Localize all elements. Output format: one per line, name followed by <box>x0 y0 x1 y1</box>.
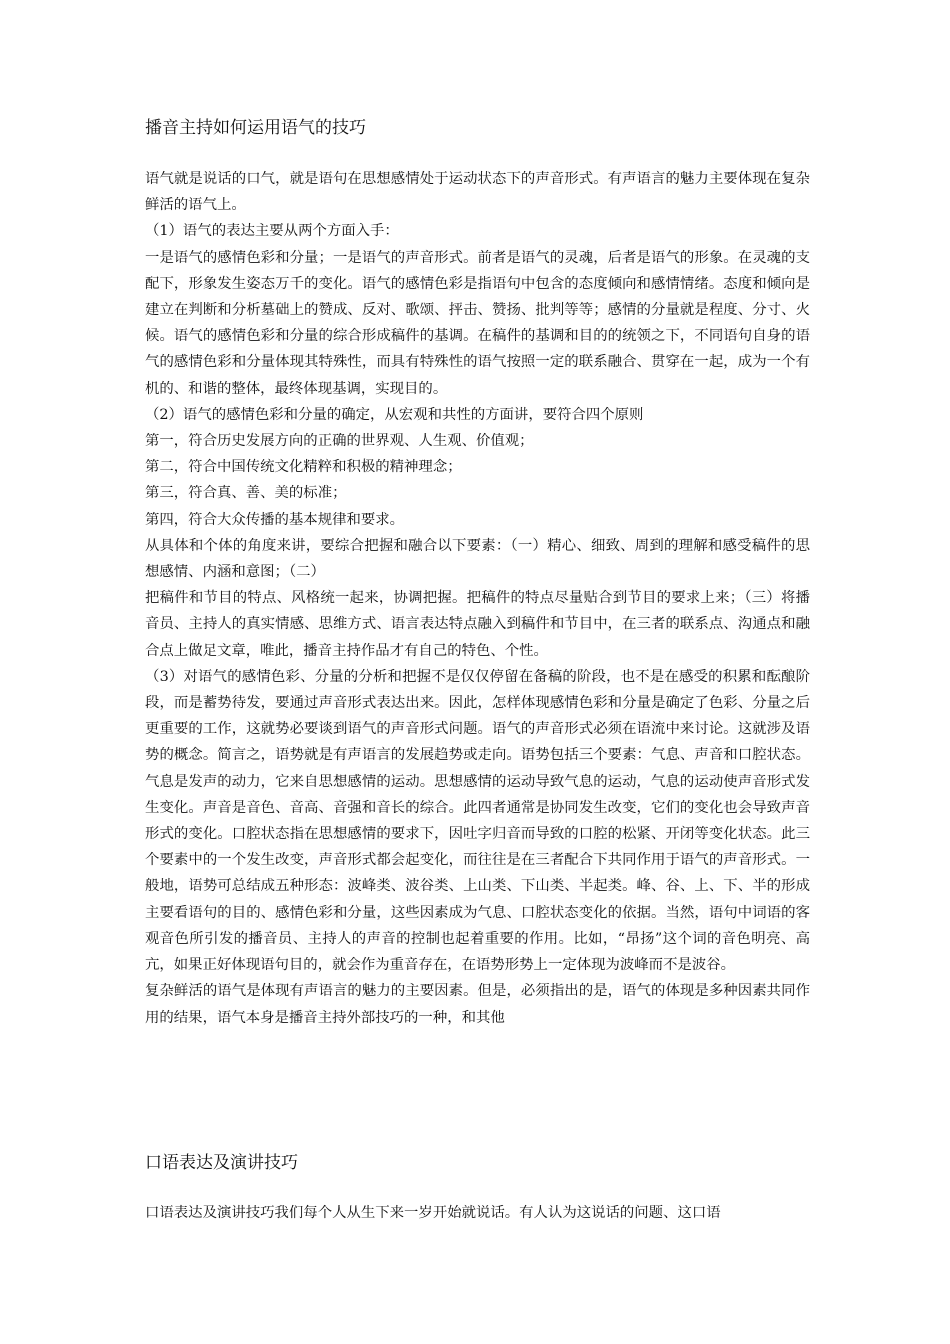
paragraph-principle-2: 第二，符合中国传统文化精粹和积极的精神理念； <box>145 459 462 476</box>
paragraph-elements: 从具体和个体的角度来讲，要综合把握和融合以下要素：（一）精心、细致、周到的理解和感受稿件的思想感情、内涵和意图；（二） <box>145 537 810 581</box>
paragraph-conclusion: 复杂鲜活的语气是体现有声语言的魅力的主要因素。但是，必须指出的是，语气的体现是多种因素共同作用的结果，语气本身是播音主持外部技巧的一种，和其他 <box>145 983 810 1026</box>
paragraph-oral-expression: 口语表达及演讲技巧我们每个人从生下来一岁开始就说话。有人认为这说话的问题、这口语 <box>145 1205 721 1221</box>
paragraph-intro: 语气就是说话的口气，就是语句在思想感情处于运动状态下的声音形式。有声语言的魅力主要体现在复杂鲜活的语气上。 <box>145 171 810 214</box>
paragraph-section-3: （3）对语气的感情色彩、分量的分析和把握不是仅仅停留在备稿的阶段，也不是在感受的积累和酝酿阶段，而是蓄势待发，要通过声音形式表达出来。因此，怎样体现感情色彩和分量是确定了色彩、分量之后更重要的工作，这就势必要谈到语气的声音形式问题。语气的声音形式必须在语流中来讨论。这就涉及语势的概念。简言之，语势就是有声语言的发展趋势或走向。语势包括三个要素：气息、声音和口腔状态。气息是发声的动力，它来自思想感情的运动。思想感情的运动导致气息的运动，气息的运动使声音形式发生变化。声音是音色、音高、音强和音长的综合。此四者通常是协同发生改变，它们的变化也会导致声音形式的变化。口腔状态指在思想感情的要求下，因吐字归音而导致的口腔的松紧、开闭等变化状态。此三个要素中的一个发生改变，声音形式都会起变化，而往往是在三者配合下共同作用于语气的声音形式。一般地，语势可总结成五种形态：波峰类、波谷类、上山类、下山类、半起类。峰、谷、上、下、半的形成主要看语句的目的、感情色彩和分量，这些因素成为气息、口腔状态变化的依据。当然，语句中词语的客观音色所引发的播音员、主持人的声音的控制也起着重要的作用。比如，“昂扬”这个词的音色明亮、高亢，如果正好体现语句目的，就会作为重音存在，在语势形势上一定体现为波峰而不是波谷。 <box>145 668 810 974</box>
paragraph-principle-1: 第一，符合历史发展方向的正确的世界观、人生观、价值观； <box>145 433 534 450</box>
paragraph-section-1-heading: （1）语气的表达主要从两个方面入手： <box>145 223 399 240</box>
paragraph-section-1-body: 一是语气的感情色彩和分量；一是语气的声音形式。前者是语气的灵魂，后者是语气的形象。在灵魂的支配下，形象发生姿态万千的变化。语气的感情色彩是指语句中包含的态度倾向和感情情绪。态度和倾向是建立在判断和分析墓础上的赞成、反对、歌颂、抨击、赞扬、批判等等；感情的分量就是程度、分寸、火候。语气的感情色彩和分量的综合形成稿件的基调。在稿件的基调和目的的统领之下，不同语句自身的语气的感情色彩和分量体现其特殊性，而具有特殊性的语气按照一定的联系融合、贯穿在一起，成为一个有机的、和谐的整体，最终体现基调，实现目的。 <box>145 249 810 397</box>
paragraph-section-2-heading: （2）语气的感情色彩和分量的确定，从宏观和共性的方面讲，要符合四个原则 <box>145 406 644 423</box>
document-title: 播音主持如何运用语气的技巧 <box>145 118 366 138</box>
paragraph-principle-4: 第四，符合大众传播的基本规律和要求。 <box>145 511 405 528</box>
section-body <box>145 1200 810 1226</box>
paragraph-elements-continued: 把稿件和节目的特点、风格统一起来，协调把握。把稿件的特点尽量贴合到节目的要求上来；（三）将播音员、主持人的真实情感、思维方式、语言表达特点融入到稿件和节目中，在三者的联系点、沟通点和融合点上做足文章，唯此，播音主持作品才有自己的特色、个性。 <box>145 590 810 659</box>
paragraph-principle-3: 第三，符合真、善、美的标准； <box>145 485 347 502</box>
document-body <box>145 166 810 1031</box>
section-title: 口语表达及演讲技巧 <box>145 1153 298 1173</box>
